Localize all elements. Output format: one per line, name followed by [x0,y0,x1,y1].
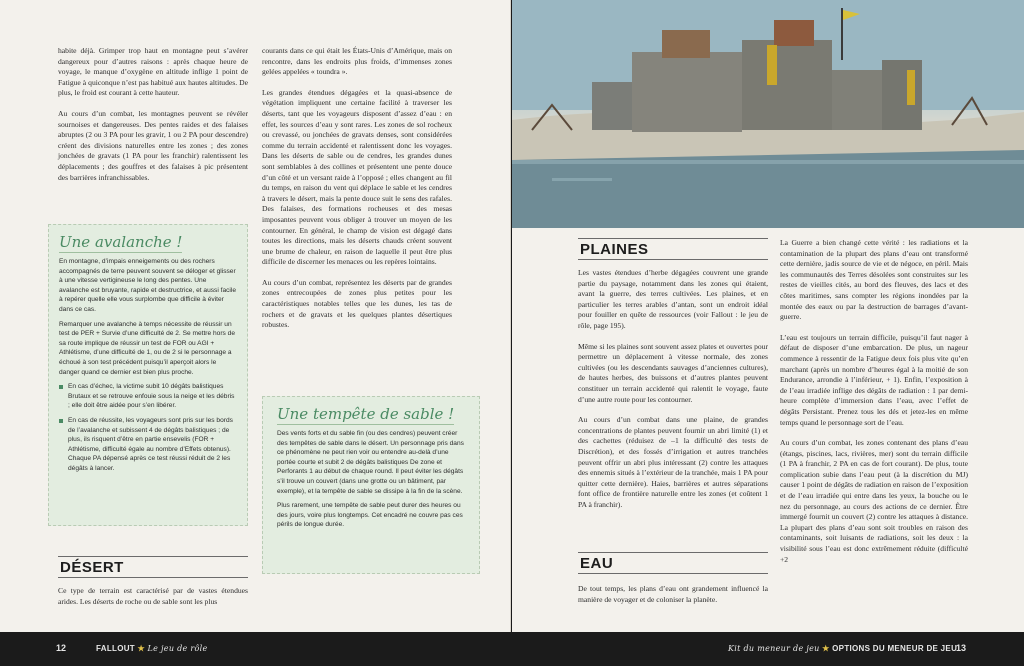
eau-text: De tout temps, les plans d’eau ont grandement influencé la manière de voyager et de coloniser la planète. [578,584,768,604]
avalanche-sidebar [48,224,248,526]
bullet-icon [59,419,63,423]
paragraph: Les vastes étendues d’herbe dégagées couvrent une grande partie du paysage, notamment dans les zones qui étaient, avant la guerre, des terres cultivées. Les plaines, et en particulier les terres arables d’antan, sont un endroit idéal pour fouiller en quête de ressources (voir Fallout : le jeu de rôle, page 195). [578,268,768,330]
sandstorm-sidebar [262,396,480,574]
left-page-number: 12 [56,643,67,653]
sandstorm-title: Une tempête de sable ! [277,405,455,423]
left-column-2 [262,46,452,331]
star-icon: ★ [137,644,145,653]
paragraph: Au cours d’un combat, les zones contenant des plans d’eau (étangs, piscines, lacs, rivières, mer) sont du terrain difficile (1 PA à franchir, 2 PA en cas de fort courant). De plus, toute complication subie dans l’eau peut (à la discrétion du MJ) causer 1 point de dégâts de radiation en raison de l’exposition et de l’eau irradiée qui entre dans les yeux, la bouche ou le nez du personnage, au cours des actions de ce dernier. Être immergé fournit un couvert (2) contre les attaques à distance. La plupart des plans d’eau sont soit troubles en raison des contaminants, soit luisants de radiations, soit les deux : la visibilité sous l’eau est donc extrêmement réduite (difficulté +2 [780,438,968,564]
right-column-1 [578,268,768,510]
page-footer [0,632,1024,666]
sandstorm-text: Plus rarement, une tempête de sable peut durer des heures ou des jours, voire plus longtemps. Cet encadré ne couvre pas ces périls de longue durée. [277,502,463,529]
fortress-illustration-svg [512,0,1024,228]
list-item: En cas de réussite, les voyageurs sont pris sur les bords de l’avalanche et subissent 4 de dégâts balistiques ; de plus, ils risquent d’être en partie ensevelis (FOR + Athlétisme, difficulté égale au nombre d’Effets obtenus). Chaque PA dépensé après ce test réussi réduit de 2 les dégâts à lancer. [59,416,237,474]
sandstorm-text: Des vents forts et du sable fin (ou des cendres) peuvent créer des tempêtes de sable dans le désert. Un personnage pris dans ce phénomène ne peut rien voir ou entendre au-delà d’une portée courte et subit 2 de dégâts balistiques De zone et Perforants 1 au début de chaque round. Il peut éviter les dégâts s’il trouve un couvert (dans une grotte ou un bâtiment, par exemple), et la tempête de sable se dissipe à la fin de la scène. [277,430,464,495]
paragraph: La Guerre a bien changé cette vérité : les radiations et la contamination de la plupart des plans d’eau ont transformé cette dernière, jadis source de vie et de négoce, en péril. Mais les communautés des Terres désolées sont construites sur les restes de vieilles cités, au bord des fleuves, des lacs et des côtes maritimes, sans compter les régions inondées par la montée des eaux ou par la destruction de barrages d’avant-guerre. [780,238,968,322]
paragraph: courants dans ce qui était les États-Unis d’Amérique, mais on rencontre, dans les endroits plus froids, d’immenses zones gelées appelées « toundra ». [262,46,452,77]
avalanche-text: Remarquer une avalanche à temps nécessite de réussir un test de PER + Survie d’une difficulté de 2. Se mettre hors de sa route implique de réussir un test de FOR ou AGI + Athlétisme, d’une difficulté de 1, ou de 2 si le personnage a échoué à son test précédent puisqu’il aperçoit alors le danger quand ce dernier est bien plus proche. [59,320,235,376]
bullet-icon [59,385,63,389]
right-column-2 [780,238,968,565]
paragraph: Au cours d’un combat dans une plaine, de grandes concentrations de plantes peuvent fournir un abri limité (1) et des cachettes (réduisez de –1 la difficulté des tests de Discrétion), et des fossés d’irrigation et autres tranchées peuvent offrir un abri plus intéressant (2) contre les attaques des ennemis situés à l’extérieur de la tranchée, mais 1 PA pour quitter cette dernière). Haies, barrières et autres séparations font office de frontière naturelle entre les zones (et coûtent 1 PA à franchir). [578,415,768,509]
paragraph: Au cours d’un combat, les montagnes peuvent se révéler sournoises et dangereuses. Des pentes raides et des falaises abruptes (2 ou 3 PA pour les gravir, 1 ou 2 PA pour descendre) créent des divisions naturelles entre les zones ; des zones jonchées de gravats (1 PA pour les franchir) ralentissent les déplacements ; des gouffres et des falaises à pic présentent des barrières infranchissables. [58,108,248,182]
left-column-1 [58,46,248,183]
right-page [512,0,1024,632]
left-page [0,0,511,632]
desert-text: Ce type de terrain est caractérisé par de vastes étendues arides. Les déserts de roche ou de sable sont les plus [58,586,248,606]
avalanche-text: En montagne, d’impais enneigements ou des rochers accompagnés de terre peuvent souvent se déloger et glisser à une vitesse vertigineuse le long des pentes. Une avalanche est bruyante, rapide et destructrice, et aussi facile à repérer quelle elle vous surplombe que difficile à éviter dans ce cas. [59,258,237,313]
star-icon: ★ [822,644,830,653]
list-item: En cas d’échec, la victime subit 10 dégâts balistiques Brutaux et se retrouve enfouie sous la neige et les débris ; elle doit être aidée pour s’en libérer. [59,382,237,411]
right-running-title: Kit du meneur de jeu ★ OPTIONS DU MENEUR DE JEU [728,644,958,653]
paragraph: habite déjà. Grimper trop haut en montagne peut s’avérer dangereux pour d’autres raisons : après chaque heure de voyage, le manque d’oxygène en altitude inflige 1 point de Fatigue à quiconque n’est pas habitué aux hautes altitudes. De plus, le froid est courant à cette hauteur. [58,46,248,98]
paragraph: L’eau est toujours un terrain difficile, puisqu’il faut nager à défaut de disposer d’une embarcation. De plus, un nageur commence à ressentir de la Fatigue deux fois plus vite qu’en marchant (après un nombre d’heures égal à la moitié de son Endurance, arrondie à l’inférieur, + 1). Enfin, l’exposition à de l’eau irradiée inflige des dégâts de radiation : 1 par demi-heure complète d’immersion dans l’eau, avec l’effet de dégâts Persistant. Prenez tous les dés et jetez-les en même temps quand le personnage sort de l’eau. [780,332,968,427]
fortress-illustration [512,0,1024,228]
paragraph: Les grandes étendues dégagées et la quasi-absence de végétation impliquent une certaine facilité à traverser les déserts, tant que les voyageurs disposent d’assez d’eau : en effet, les sources d’eau y sont rares. Les zones de sol rocheux ou crevassé, ou jonchées de gravats denses, sont considérées comme du terrain accidenté et ralentissent donc les voyages. Dans les déserts de sable ou de cendres, les grandes dunes sont semblables à des collines et présentent une pente douce d’un côté et un versant raide à l’opposé ; elles changent au fil du temps, en raison du vent qui déplace le sable et les cendres à travers le désert, mais la pente douce suit le sens des rafales. Des falaises, des formations rocheuses et des mesas imposantes peuvent vous obliger à trouver un moyen de les contourner. En général, le champ de vision est dégagé dans toutes les directions, mais les déserts chauds créent souvent une brume de chaleur, en raison de laquelle il peut être plus difficile de discerner les menaces ou les repères lointains. [262,87,452,267]
eau-heading: EAU [578,552,768,574]
paragraph: Même si les plaines sont souvent assez plates et ouvertes pour permettre un déplacement à vitesse normale, des zones cultivées (ou les descendants sauvages d’anciennes cultures), de hautes herbes, des buissons et d’autres plantes peuvent constituer un terrain accidenté qui ralentit le voyage, faute d’une autre route pour les contourner. [578,341,768,404]
avalanche-title: Une avalanche ! [59,233,183,251]
right-page-number: 13 [956,643,967,653]
plaines-heading: PLAINES [578,238,768,260]
desert-heading: DÉSERT [58,556,248,578]
paragraph: Au cours d’un combat, représentez les déserts par de grandes zones entrecoupées de zones plus petites pour les caractéristiques notables telles que les dunes, les tas de rochers et de gravats et les quelques plantes désertiques robustes. [262,277,452,330]
left-running-title: FALLOUT ★ Le jeu de rôle [96,644,208,653]
